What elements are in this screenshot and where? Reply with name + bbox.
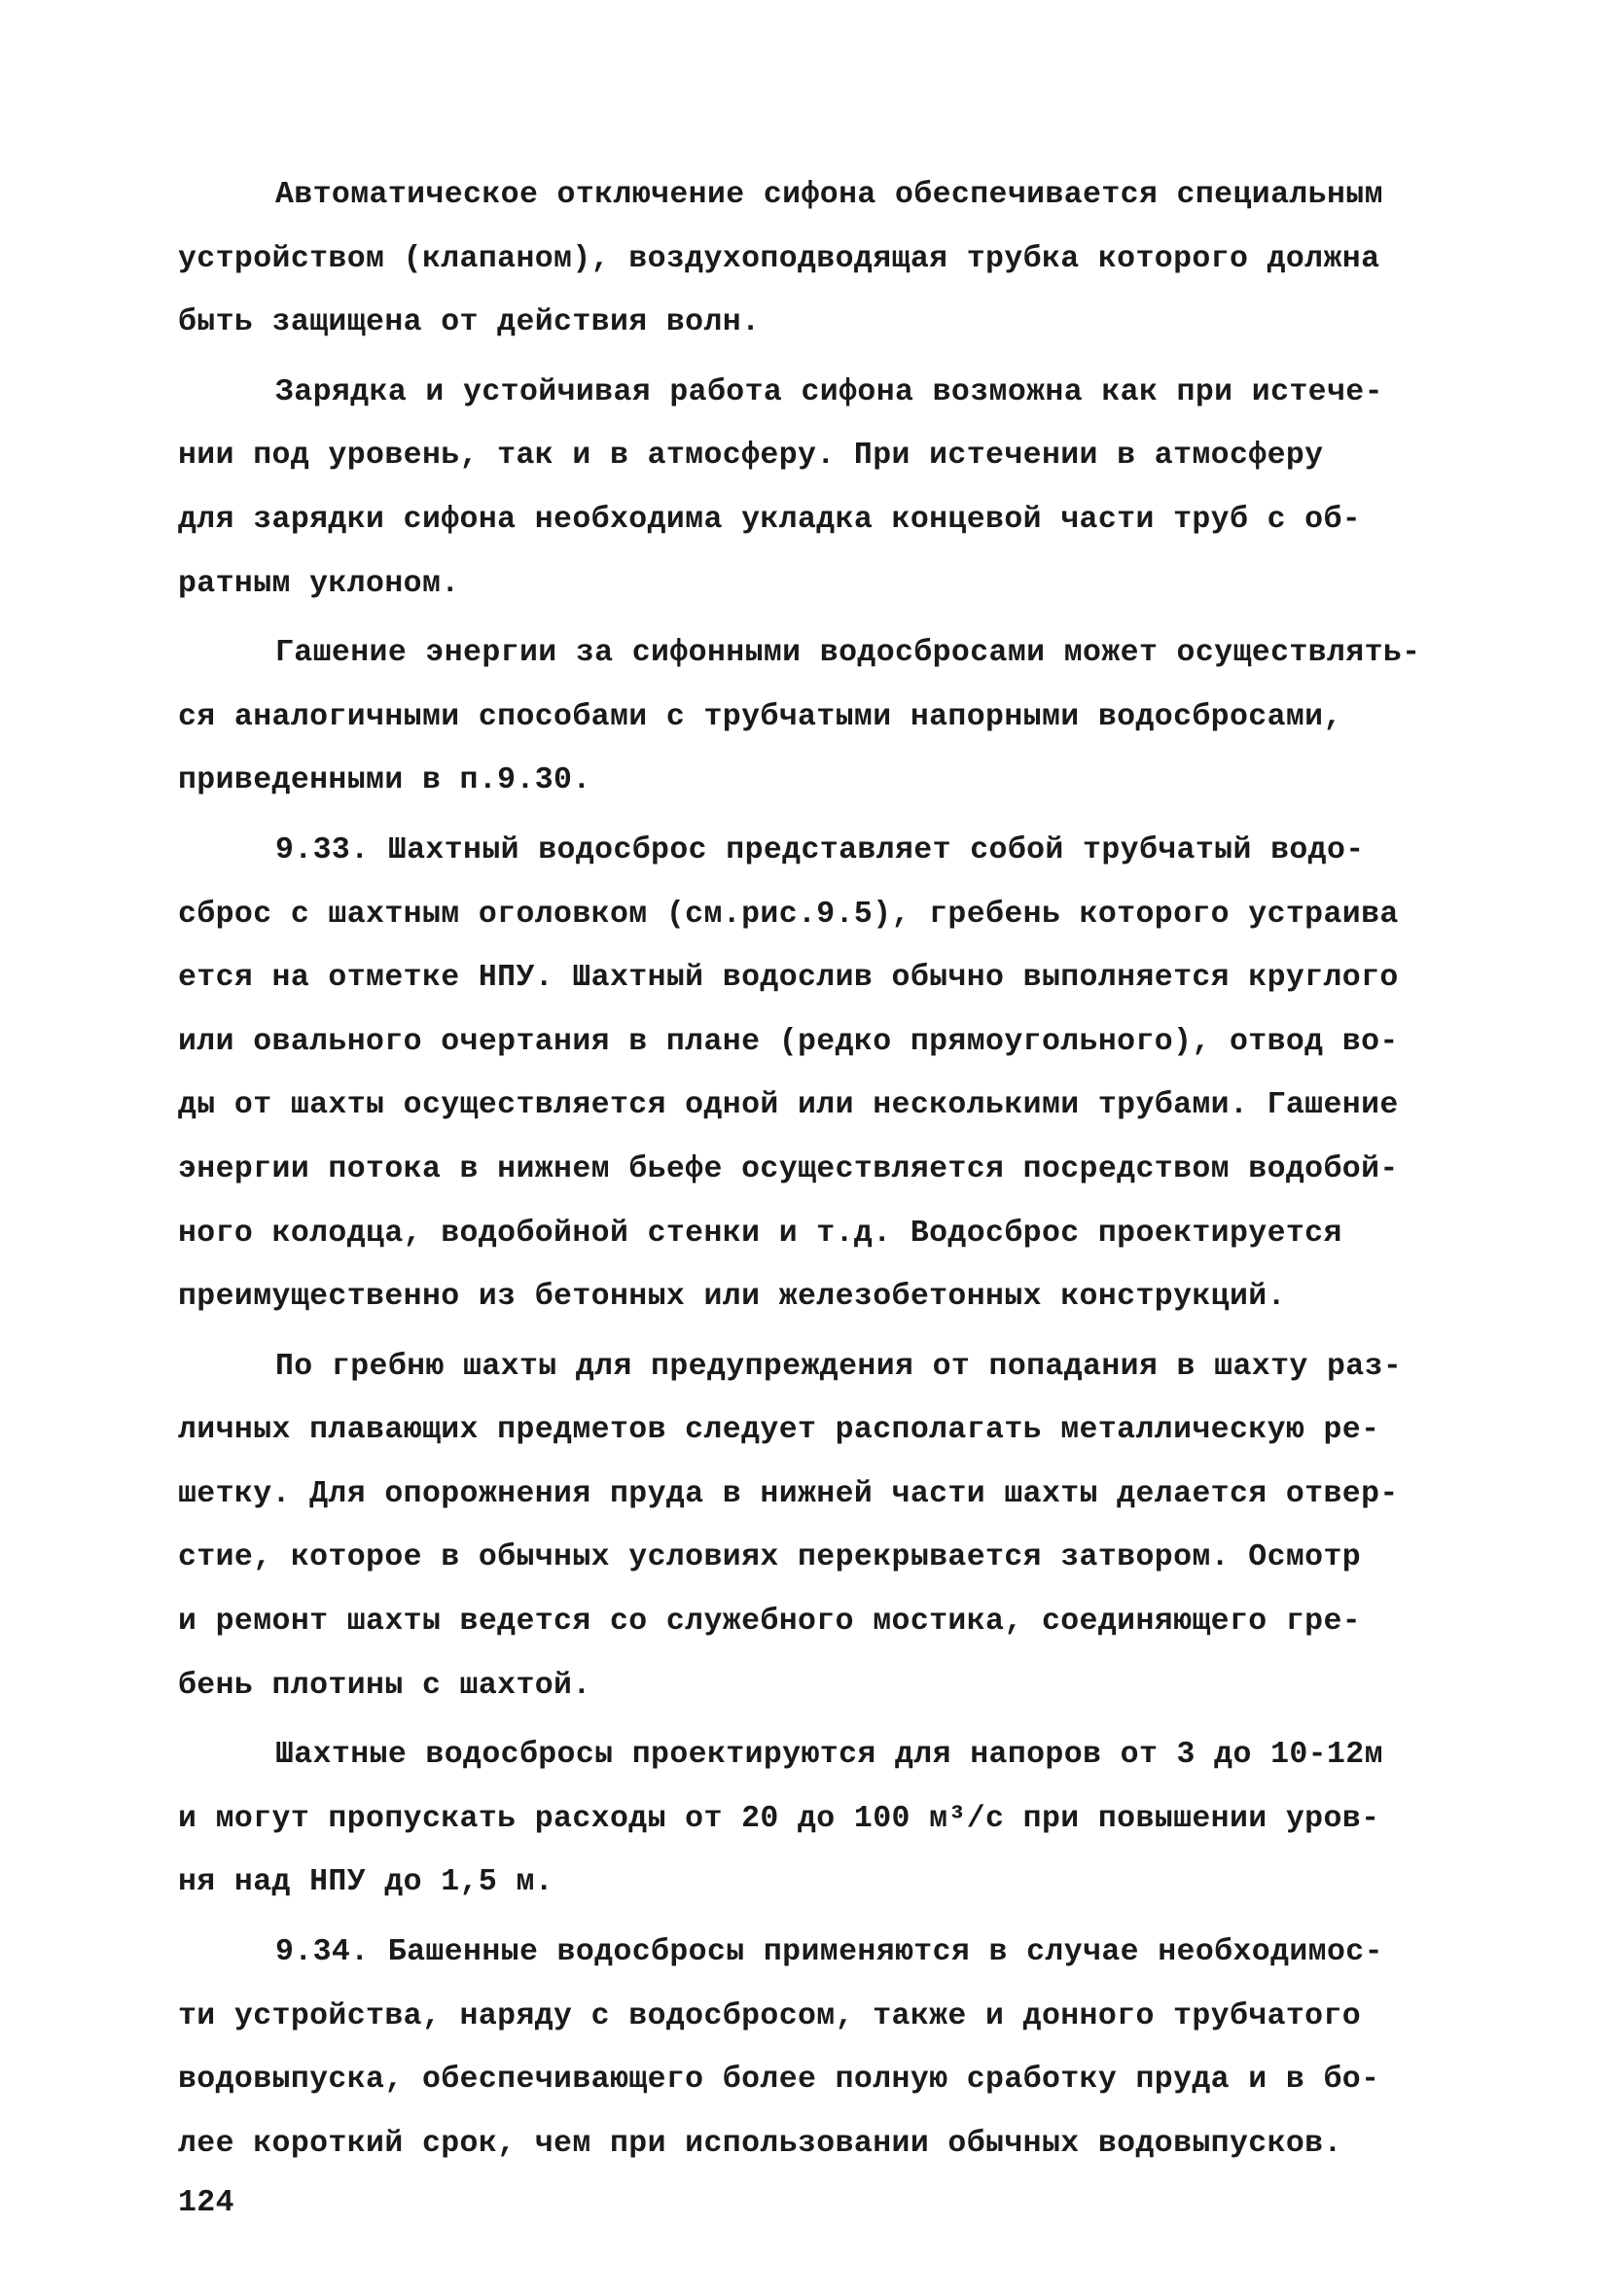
paragraph-5-line-5: и ремонт шахты ведется со служебного мостика, соединяющего гре- [178, 1605, 1362, 1640]
section-9-33-line-8: преимущественно из бетонных или железобетонных конструкций. [178, 1280, 1286, 1315]
paragraph-1-line-1: Автоматическое отключение сифона обеспечивается специальным [275, 178, 1383, 212]
paragraph-6-line-2: и могут пропускать расходы от 20 до 100 м³/с при повышении уров- [178, 1801, 1380, 1836]
section-9-33-line-7: ного колодца, водобойной стенки и т.д. Водосброс проектируется [178, 1216, 1342, 1251]
paragraph-5-line-1: По гребню шахты для предупреждения от попадания в шахту раз- [275, 1349, 1403, 1384]
section-9-34-line-3: водовыпуска, обеспечивающего более полную сработку пруда и в бо- [178, 2063, 1380, 2098]
section-9-33-line-2: сброс с шахтным оголовком (см.рис.9.5), гребень которого устраива [178, 897, 1399, 932]
paragraph-5-line-3: шетку. Для опорожнения пруда в нижней части шахты делается отвер- [178, 1476, 1399, 1511]
section-9-33-line-1: 9.33. Шахтный водосброс представляет собой трубчатый водо- [275, 832, 1365, 867]
section-9-33-line-3: ется на отметке НПУ. Шахтный водослив обычно выполняется круглого [178, 961, 1399, 996]
paragraph-1-line-2: устройством (клапаном), воздухоподводящая трубка которого должна [178, 241, 1380, 276]
paragraph-5-line-2: личных плавающих предметов следует располагать металлическую ре- [178, 1413, 1380, 1448]
paragraph-2-line-4: ратным уклоном. [178, 566, 460, 601]
paragraph-1-line-3: быть защищена от действия волн. [178, 305, 761, 340]
section-9-33-line-4: или овального очертания в плане (редко прямоугольного), отвод во- [178, 1024, 1399, 1059]
section-9-34-line-2: ти устройства, наряду с водосбросом, также и донного трубчатого [178, 1998, 1362, 2033]
paragraph-6-line-3: ня над НПУ до 1,5 м. [178, 1865, 554, 1900]
paragraph-5-line-4: стие, которое в обычных условиях перекрывается затвором. Осмотр [178, 1540, 1362, 1575]
paragraph-3-line-3: приведенными в п.9.30. [178, 763, 591, 798]
section-9-33-line-5: ды от шахты осуществляется одной или несколькими трубами. Гашение [178, 1088, 1399, 1123]
section-9-34-line-1: 9.34. Башенные водосбросы применяются в случае необходимос- [275, 1935, 1383, 1970]
page-number: 124 [178, 2186, 234, 2220]
paragraph-3-line-2: ся аналогичными способами с трубчатыми напорными водосбросами, [178, 699, 1342, 734]
section-9-34-line-4: лее короткий срок, чем при использовании обычных водовыпусков. [178, 2126, 1342, 2161]
document-body [178, 163, 1443, 2175]
paragraph-5-line-6: бень плотины с шахтой. [178, 1668, 591, 1703]
paragraph-6-line-1: Шахтные водосбросы проектируются для напоров от 3 до 10-12м [275, 1738, 1383, 1773]
paragraph-2-line-1: Зарядка и устойчивая работа сифона возможна как при истече- [275, 374, 1383, 409]
section-9-33-line-6: энергии потока в нижнем бьефе осуществляется посредством водобой- [178, 1151, 1399, 1186]
paragraph-2-line-3: для зарядки сифона необходима укладка концевой части труб с об- [178, 502, 1362, 537]
paragraph-3-line-1: Гашение энергии за сифонными водосбросами может осуществлять- [275, 636, 1421, 671]
paragraph-2-line-2: нии под уровень, так и в атмосферу. При истечении в атмосферу [178, 439, 1324, 474]
